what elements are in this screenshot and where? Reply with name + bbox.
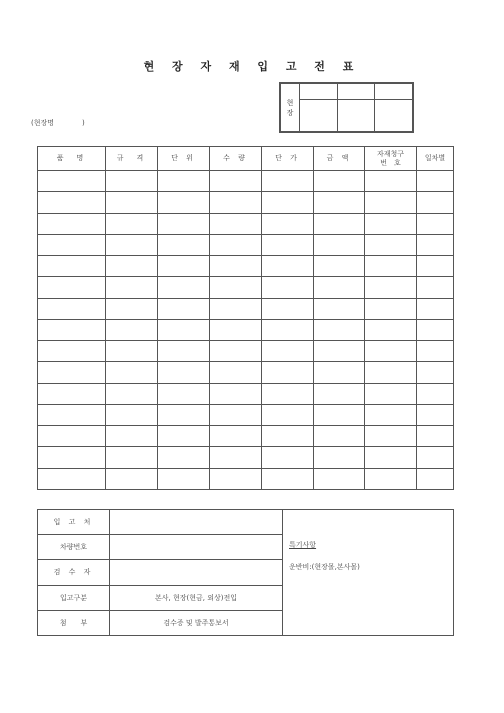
table-cell[interactable] bbox=[417, 362, 454, 383]
table-cell[interactable] bbox=[38, 319, 106, 340]
table-cell[interactable] bbox=[38, 383, 106, 404]
column-header: 품 명 bbox=[38, 147, 106, 171]
table-cell[interactable] bbox=[106, 319, 158, 340]
table-cell[interactable] bbox=[38, 171, 106, 192]
table-cell[interactable] bbox=[365, 256, 417, 277]
site-box-cell[interactable] bbox=[337, 84, 375, 100]
table-row bbox=[38, 234, 454, 255]
table-cell[interactable] bbox=[106, 277, 158, 298]
table-cell[interactable] bbox=[365, 277, 417, 298]
table-cell[interactable] bbox=[314, 447, 365, 468]
table-cell[interactable] bbox=[314, 234, 365, 255]
site-box-cell[interactable] bbox=[300, 100, 338, 132]
table-cell[interactable] bbox=[210, 234, 262, 255]
table-cell[interactable] bbox=[158, 468, 210, 489]
table-cell[interactable] bbox=[38, 234, 106, 255]
table-cell[interactable] bbox=[38, 277, 106, 298]
table-row bbox=[38, 213, 454, 234]
receipt-info-table bbox=[37, 509, 454, 636]
table-cell[interactable] bbox=[210, 426, 262, 447]
column-header: 자재청구 번 호 bbox=[365, 147, 417, 171]
table-cell[interactable] bbox=[365, 383, 417, 404]
table-cell[interactable] bbox=[314, 256, 365, 277]
table-cell[interactable] bbox=[314, 171, 365, 192]
table-row bbox=[38, 362, 454, 383]
table-cell[interactable] bbox=[417, 256, 454, 277]
table-row bbox=[38, 277, 454, 298]
table-cell[interactable] bbox=[365, 171, 417, 192]
table-cell[interactable] bbox=[314, 468, 365, 489]
items-table bbox=[37, 146, 454, 490]
table-cell[interactable] bbox=[365, 319, 417, 340]
info-value[interactable]: 검수증 및 발주통보서 bbox=[110, 610, 283, 635]
info-label: 검 수 자 bbox=[38, 560, 110, 585]
page-title: 현 장 자 재 입 고 전 표 bbox=[143, 60, 361, 73]
table-cell[interactable] bbox=[106, 447, 158, 468]
table-cell[interactable] bbox=[38, 213, 106, 234]
table-cell[interactable] bbox=[158, 383, 210, 404]
table-cell[interactable] bbox=[262, 171, 314, 192]
shipping-cost-note: 운반비:(현장몰,본사몰) bbox=[289, 563, 360, 571]
table-cell[interactable] bbox=[262, 256, 314, 277]
table-row bbox=[38, 468, 454, 489]
table-cell[interactable] bbox=[106, 468, 158, 489]
site-name-field bbox=[31, 118, 85, 128]
site-box-label-char: 현 bbox=[286, 98, 294, 107]
table-cell[interactable] bbox=[314, 404, 365, 425]
column-header: 단 가 bbox=[262, 147, 314, 171]
table-cell[interactable] bbox=[314, 383, 365, 404]
table-cell[interactable] bbox=[314, 277, 365, 298]
table-cell[interactable] bbox=[314, 298, 365, 319]
table-cell[interactable] bbox=[158, 171, 210, 192]
table-cell[interactable] bbox=[38, 256, 106, 277]
table-cell[interactable] bbox=[262, 234, 314, 255]
table-cell[interactable] bbox=[210, 319, 262, 340]
table-cell[interactable] bbox=[262, 213, 314, 234]
table-cell[interactable] bbox=[106, 234, 158, 255]
special-notes-heading: 특기사항 bbox=[289, 541, 317, 549]
table-cell[interactable] bbox=[365, 192, 417, 213]
column-header: 금 액 bbox=[314, 147, 365, 171]
table-cell[interactable] bbox=[106, 404, 158, 425]
table-cell[interactable] bbox=[262, 192, 314, 213]
info-value[interactable] bbox=[110, 510, 283, 535]
table-cell[interactable] bbox=[38, 468, 106, 489]
table-cell[interactable] bbox=[262, 468, 314, 489]
table-cell[interactable] bbox=[365, 234, 417, 255]
table-cell[interactable] bbox=[417, 319, 454, 340]
table-cell[interactable] bbox=[417, 298, 454, 319]
table-cell[interactable] bbox=[210, 298, 262, 319]
info-row bbox=[38, 510, 454, 535]
table-cell[interactable] bbox=[210, 171, 262, 192]
table-row bbox=[38, 319, 454, 340]
table-cell[interactable] bbox=[158, 277, 210, 298]
site-name-close: ) bbox=[82, 119, 85, 127]
table-cell[interactable] bbox=[417, 277, 454, 298]
table-cell[interactable] bbox=[158, 192, 210, 213]
table-cell[interactable] bbox=[210, 277, 262, 298]
site-box-cell[interactable] bbox=[375, 100, 413, 132]
table-cell[interactable] bbox=[106, 426, 158, 447]
table-cell[interactable] bbox=[314, 426, 365, 447]
special-notes[interactable] bbox=[283, 510, 454, 636]
info-value[interactable] bbox=[110, 560, 283, 585]
table-cell[interactable] bbox=[210, 362, 262, 383]
table-cell[interactable] bbox=[365, 362, 417, 383]
table-cell[interactable] bbox=[210, 383, 262, 404]
table-cell[interactable] bbox=[38, 426, 106, 447]
table-row bbox=[38, 447, 454, 468]
table-cell[interactable] bbox=[158, 404, 210, 425]
table-cell[interactable] bbox=[106, 383, 158, 404]
table-cell[interactable] bbox=[314, 192, 365, 213]
table-cell[interactable] bbox=[417, 234, 454, 255]
table-cell[interactable] bbox=[38, 341, 106, 362]
info-label: 차량번호 bbox=[38, 535, 110, 560]
table-cell[interactable] bbox=[262, 298, 314, 319]
table-cell[interactable] bbox=[158, 234, 210, 255]
table-cell[interactable] bbox=[158, 447, 210, 468]
table-cell[interactable] bbox=[158, 319, 210, 340]
table-cell[interactable] bbox=[314, 341, 365, 362]
table-cell[interactable] bbox=[262, 426, 314, 447]
table-cell[interactable] bbox=[38, 404, 106, 425]
table-cell[interactable] bbox=[417, 213, 454, 234]
table-cell[interactable] bbox=[106, 256, 158, 277]
table-cell[interactable] bbox=[210, 447, 262, 468]
table-cell[interactable] bbox=[365, 213, 417, 234]
table-cell[interactable] bbox=[38, 362, 106, 383]
table-cell[interactable] bbox=[106, 192, 158, 213]
site-name-open: (현장명 bbox=[31, 119, 55, 127]
table-cell[interactable] bbox=[365, 298, 417, 319]
table-row bbox=[38, 171, 454, 192]
table-cell[interactable] bbox=[262, 277, 314, 298]
site-box-cell[interactable] bbox=[375, 84, 413, 100]
info-label: 첨 부 bbox=[38, 610, 110, 635]
table-cell[interactable] bbox=[365, 447, 417, 468]
table-row bbox=[38, 341, 454, 362]
table-row bbox=[38, 256, 454, 277]
table-cell[interactable] bbox=[158, 341, 210, 362]
column-header: 단 위 bbox=[158, 147, 210, 171]
table-cell[interactable] bbox=[417, 426, 454, 447]
table-cell[interactable] bbox=[210, 256, 262, 277]
table-cell[interactable] bbox=[38, 192, 106, 213]
table-cell[interactable] bbox=[417, 447, 454, 468]
table-cell[interactable] bbox=[158, 256, 210, 277]
site-box-label-char: 장 bbox=[286, 108, 294, 117]
table-cell[interactable] bbox=[417, 341, 454, 362]
table-cell[interactable] bbox=[417, 468, 454, 489]
table-cell[interactable] bbox=[158, 298, 210, 319]
table-row bbox=[38, 426, 454, 447]
column-header: 수 량 bbox=[210, 147, 262, 171]
table-cell[interactable] bbox=[314, 319, 365, 340]
table-cell[interactable] bbox=[262, 404, 314, 425]
column-header: 규 격 bbox=[106, 147, 158, 171]
table-cell[interactable] bbox=[417, 171, 454, 192]
table-cell[interactable] bbox=[262, 447, 314, 468]
site-box-cell[interactable] bbox=[300, 84, 338, 100]
table-cell[interactable] bbox=[210, 192, 262, 213]
table-cell[interactable] bbox=[106, 341, 158, 362]
info-label: 입 고 처 bbox=[38, 510, 110, 535]
info-value[interactable]: 본사, 현장(현금, 외상)전입 bbox=[110, 585, 283, 610]
table-cell[interactable] bbox=[417, 192, 454, 213]
table-cell[interactable] bbox=[314, 213, 365, 234]
table-cell[interactable] bbox=[106, 298, 158, 319]
table-cell[interactable] bbox=[210, 341, 262, 362]
table-cell[interactable] bbox=[158, 426, 210, 447]
table-cell[interactable] bbox=[210, 468, 262, 489]
table-row bbox=[38, 404, 454, 425]
table-row bbox=[38, 383, 454, 404]
table-cell[interactable] bbox=[417, 404, 454, 425]
site-box bbox=[279, 82, 414, 133]
site-box-label bbox=[281, 84, 300, 132]
table-cell[interactable] bbox=[365, 426, 417, 447]
table-cell[interactable] bbox=[106, 362, 158, 383]
table-cell[interactable] bbox=[417, 383, 454, 404]
table-cell[interactable] bbox=[210, 404, 262, 425]
table-cell[interactable] bbox=[38, 298, 106, 319]
table-row bbox=[38, 298, 454, 319]
table-cell[interactable] bbox=[262, 341, 314, 362]
table-row bbox=[38, 192, 454, 213]
column-header: 일차별 bbox=[417, 147, 454, 171]
table-cell[interactable] bbox=[106, 171, 158, 192]
info-value[interactable] bbox=[110, 535, 283, 560]
table-cell[interactable] bbox=[314, 362, 365, 383]
table-cell[interactable] bbox=[262, 383, 314, 404]
table-cell[interactable] bbox=[365, 341, 417, 362]
table-cell[interactable] bbox=[262, 362, 314, 383]
table-cell[interactable] bbox=[158, 213, 210, 234]
site-box-cell[interactable] bbox=[337, 100, 375, 132]
table-cell[interactable] bbox=[262, 319, 314, 340]
table-cell[interactable] bbox=[365, 468, 417, 489]
table-cell[interactable] bbox=[365, 404, 417, 425]
table-cell[interactable] bbox=[210, 213, 262, 234]
info-label: 입고구분 bbox=[38, 585, 110, 610]
table-cell[interactable] bbox=[38, 447, 106, 468]
table-cell[interactable] bbox=[158, 362, 210, 383]
table-cell[interactable] bbox=[106, 213, 158, 234]
